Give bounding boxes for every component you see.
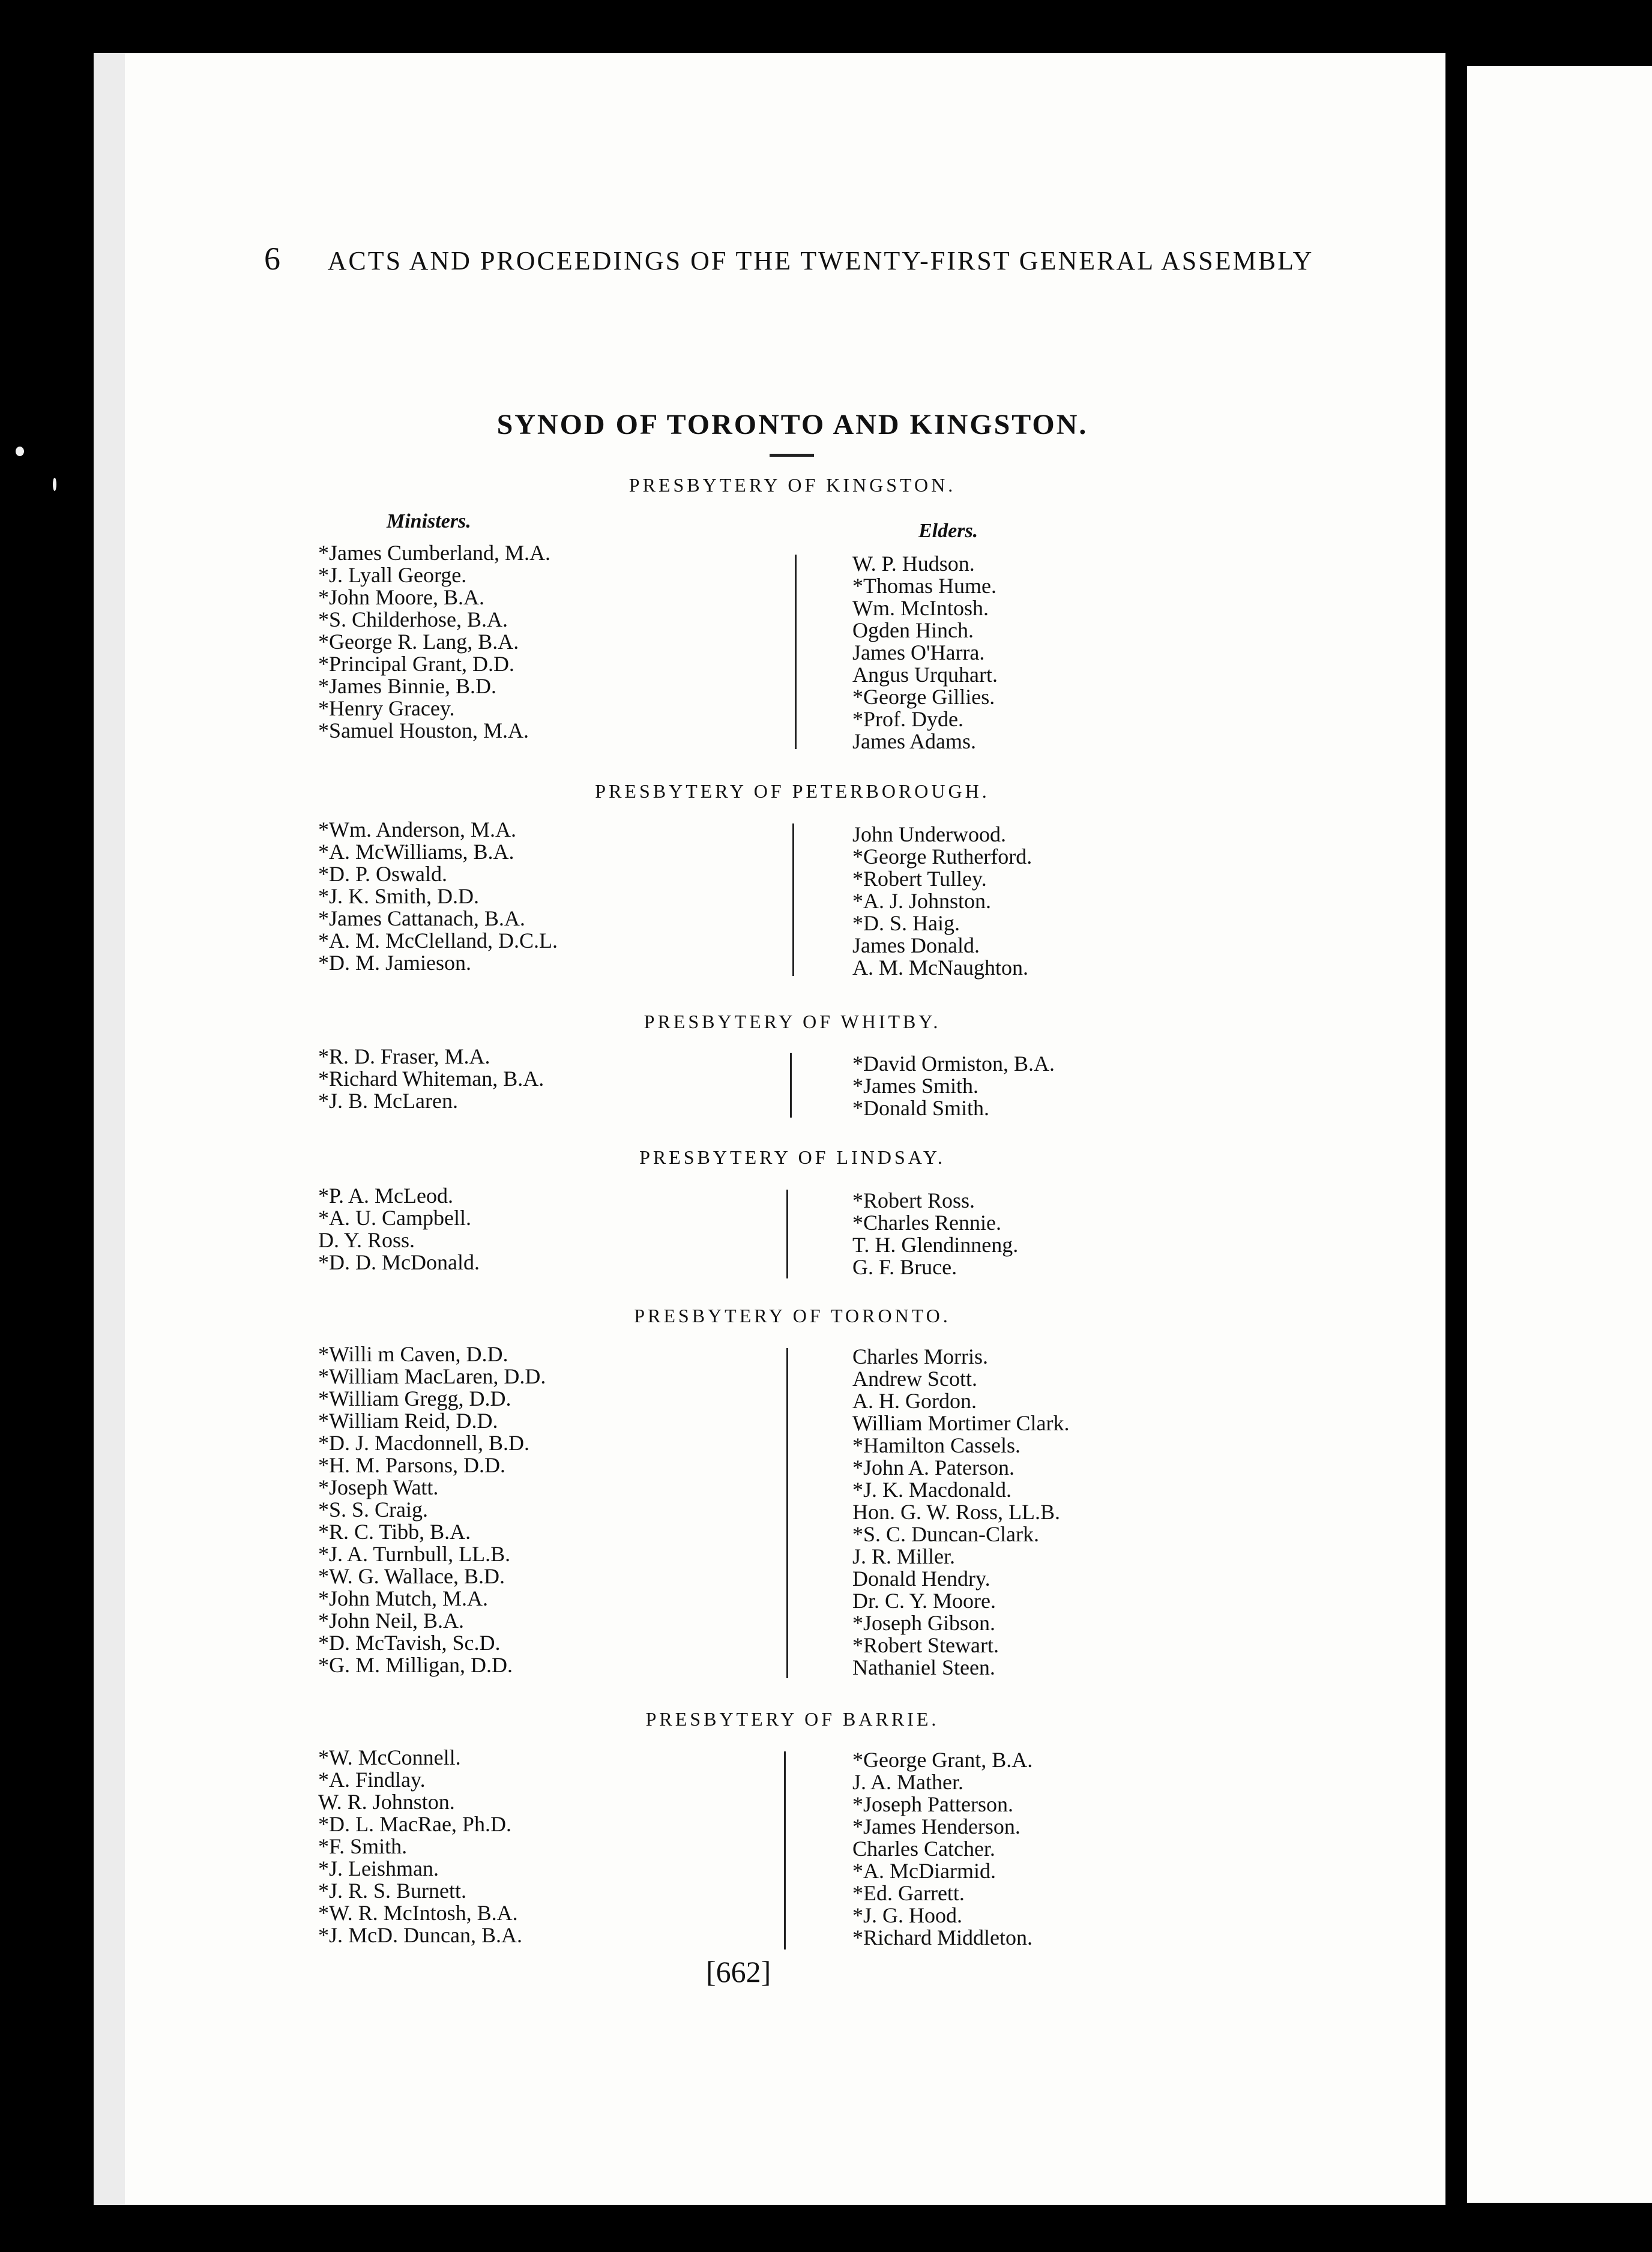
- elder-entry: G. F. Bruce.: [852, 1255, 957, 1279]
- minister-entry: *J. Lyall George.: [318, 563, 467, 587]
- title-rule: [770, 454, 814, 457]
- minister-entry: *S. S. Craig.: [318, 1498, 429, 1522]
- minister-entry: *James Cumberland, M.A.: [318, 541, 550, 565]
- minister-entry: *J. Leishman.: [318, 1856, 439, 1880]
- elder-entry: *Robert Stewart.: [852, 1633, 999, 1657]
- minister-entry: *Samuel Houston, M.A.: [318, 718, 529, 742]
- elder-entry: Charles Morris.: [852, 1344, 988, 1368]
- elders-heading: Elders.: [918, 520, 978, 542]
- elder-entry: John Underwood.: [852, 822, 1006, 846]
- minister-entry: *John Moore, B.A.: [318, 585, 484, 609]
- elder-entry: *S. C. Duncan-Clark.: [852, 1522, 1039, 1546]
- elder-entry: *James Henderson.: [852, 1814, 1020, 1838]
- minister-entry: *Henry Gracey.: [318, 696, 455, 720]
- presbytery-heading-lindsay: PRESBYTERY OF LINDSAY.: [639, 1146, 945, 1168]
- page-reference: [662]: [706, 1955, 771, 1989]
- column-divider: [786, 1348, 788, 1678]
- minister-entry: *George R. Lang, B.A.: [318, 630, 519, 654]
- column-divider: [790, 1053, 792, 1118]
- elder-entry: *James Smith.: [852, 1074, 979, 1098]
- presbytery-heading-toronto: PRESBYTERY OF TORONTO.: [634, 1305, 951, 1326]
- minister-entry: *William Gregg, D.D.: [318, 1386, 511, 1411]
- minister-entry: *D. McTavish, Sc.D.: [318, 1631, 501, 1655]
- whitby-ministers-list: [318, 1046, 544, 1112]
- column-divider: [795, 555, 797, 749]
- minister-entry: *William MacLaren, D.D.: [318, 1364, 546, 1388]
- elder-entry: *Thomas Hume.: [852, 574, 996, 598]
- elder-entry: *Ed. Garrett.: [852, 1881, 965, 1905]
- scan-speck: [16, 447, 24, 456]
- scanned-page: [94, 53, 1446, 2205]
- minister-entry: *W. R. McIntosh, B.A.: [318, 1901, 518, 1925]
- minister-entry: *H. M. Parsons, D.D.: [318, 1453, 506, 1477]
- elder-entry: Nathaniel Steen.: [852, 1655, 995, 1679]
- minister-entry: *Principal Grant, D.D.: [318, 652, 514, 676]
- elder-entry: W. P. Hudson.: [852, 552, 975, 576]
- minister-entry: *William Reid, D.D.: [318, 1409, 498, 1433]
- elder-entry: *Robert Ross.: [852, 1188, 975, 1212]
- elder-entry: *George Grant, B.A.: [852, 1748, 1033, 1772]
- elder-entry: *Richard Middleton.: [852, 1925, 1032, 1949]
- elder-entry: Angus Urquhart.: [852, 663, 998, 687]
- ministers-heading: Ministers.: [387, 510, 471, 532]
- minister-entry: *A. U. Campbell.: [318, 1206, 471, 1230]
- elder-entry: *A. J. Johnston.: [852, 889, 992, 913]
- presbytery-heading-kingston: PRESBYTERY OF KINGSTON.: [629, 474, 956, 496]
- elder-entry: *John A. Paterson.: [852, 1456, 1014, 1480]
- elder-entry: *George Rutherford.: [852, 844, 1032, 869]
- toronto-ministers-list: [318, 1343, 546, 1676]
- elder-entry: William Mortimer Clark.: [852, 1411, 1070, 1435]
- left-scan-margin: [0, 0, 94, 2252]
- elder-entry: Hon. G. W. Ross, LL.B.: [852, 1500, 1061, 1524]
- whitby-elders-list: [852, 1053, 1055, 1119]
- elder-entry: James O'Harra.: [852, 640, 985, 664]
- elder-entry: *J. K. Macdonald.: [852, 1478, 1011, 1502]
- synod-title: SYNOD OF TORONTO AND KINGSTON.: [496, 409, 1088, 441]
- minister-entry: *James Cattanach, B.A.: [318, 906, 525, 930]
- peterborough-ministers-list: [318, 819, 558, 974]
- column-divider: [784, 1751, 786, 1949]
- running-head: [264, 240, 1314, 277]
- presbytery-heading-peterborough: PRESBYTERY OF PETERBOROUGH.: [595, 780, 990, 802]
- minister-entry: *John Mutch, M.A.: [318, 1586, 489, 1610]
- elder-entry: Dr. C. Y. Moore.: [852, 1589, 996, 1613]
- minister-entry: *John Neil, B.A.: [318, 1609, 464, 1633]
- minister-entry: *D. D. McDonald.: [318, 1250, 480, 1274]
- minister-entry: *F. Smith.: [318, 1834, 408, 1858]
- minister-entry: *J. K. Smith, D.D.: [318, 884, 480, 908]
- elder-entry: *Charles Rennie.: [852, 1211, 1001, 1235]
- adjacent-page-sliver: [1467, 66, 1652, 2203]
- minister-entry: *W. McConnell.: [318, 1745, 461, 1769]
- elder-entry: *Donald Smith.: [852, 1096, 990, 1120]
- kingston-ministers-list: [318, 542, 550, 742]
- elder-entry: *Joseph Patterson.: [852, 1792, 1013, 1816]
- elder-entry: T. H. Glendinneng.: [852, 1233, 1019, 1257]
- minister-entry: *James Binnie, B.D.: [318, 674, 496, 698]
- scan-speck: [53, 478, 56, 491]
- elder-entry: *D. S. Haig.: [852, 911, 960, 935]
- elder-entry: *Prof. Dyde.: [852, 707, 963, 731]
- lindsay-ministers-list: [318, 1185, 480, 1274]
- elder-entry: A. H. Gordon.: [852, 1389, 977, 1413]
- minister-entry: *J. B. McLaren.: [318, 1089, 458, 1113]
- book-gutter: [1446, 0, 1467, 2252]
- elder-entry: James Adams.: [852, 729, 976, 753]
- barrie-ministers-list: [318, 1747, 522, 1946]
- peterborough-elders-list: [852, 823, 1032, 979]
- minister-entry: *Joseph Watt.: [318, 1475, 439, 1499]
- minister-entry: *D. M. Jamieson.: [318, 951, 471, 975]
- minister-entry: *J. McD. Duncan, B.A.: [318, 1923, 522, 1947]
- presbytery-heading-whitby: PRESBYTERY OF WHITBY.: [644, 1011, 941, 1032]
- minister-entry: *R. C. Tibb, B.A.: [318, 1520, 471, 1544]
- minister-entry: *Wm. Anderson, M.A.: [318, 817, 516, 841]
- elder-entry: *Robert Tulley.: [852, 867, 987, 891]
- minister-entry: *A. McWilliams, B.A.: [318, 840, 514, 864]
- running-title: ACTS AND PROCEEDINGS OF THE TWENTY-FIRST GENERAL ASSEMBLY: [327, 246, 1314, 275]
- minister-entry: *D. L. MacRae, Ph.D.: [318, 1812, 511, 1836]
- minister-entry: *G. M. Milligan, D.D.: [318, 1653, 513, 1677]
- minister-entry: *P. A. McLeod.: [318, 1184, 453, 1208]
- elder-entry: *A. McDiarmid.: [852, 1859, 996, 1883]
- elder-entry: *David Ormiston, B.A.: [852, 1052, 1055, 1076]
- page-number: 6: [264, 241, 282, 277]
- minister-entry: *S. Childerhose, B.A.: [318, 607, 508, 631]
- toronto-elders-list: [852, 1346, 1069, 1679]
- minister-entry: *J. R. S. Burnett.: [318, 1879, 467, 1903]
- minister-entry: *D. P. Oswald.: [318, 862, 448, 886]
- elder-entry: J. R. Miller.: [852, 1544, 956, 1568]
- barrie-elders-list: [852, 1749, 1032, 1949]
- minister-entry: *A. M. McClelland, D.C.L.: [318, 929, 558, 953]
- elder-entry: Charles Catcher.: [852, 1837, 995, 1861]
- elder-entry: Donald Hendry.: [852, 1567, 990, 1591]
- minister-entry: *A. Findlay.: [318, 1768, 426, 1792]
- elder-entry: *George Gillies.: [852, 685, 995, 709]
- elder-entry: Ogden Hinch.: [852, 618, 974, 642]
- elder-entry: Andrew Scott.: [852, 1367, 977, 1391]
- elder-entry: *J. G. Hood.: [852, 1903, 963, 1927]
- lindsay-elders-list: [852, 1190, 1018, 1278]
- minister-entry: W. R. Johnston.: [318, 1790, 455, 1814]
- elder-entry: J. A. Mather.: [852, 1770, 963, 1794]
- elder-entry: Wm. McIntosh.: [852, 596, 989, 620]
- elder-entry: *Joseph Gibson.: [852, 1611, 996, 1635]
- minister-entry: D. Y. Ross.: [318, 1228, 415, 1252]
- elder-entry: James Donald.: [852, 933, 980, 957]
- minister-entry: *Richard Whiteman, B.A.: [318, 1067, 544, 1091]
- kingston-elders-list: [852, 553, 998, 753]
- minister-entry: *W. G. Wallace, B.D.: [318, 1564, 505, 1588]
- column-divider: [786, 1190, 788, 1278]
- minister-entry: *D. J. Macdonnell, B.D.: [318, 1431, 529, 1455]
- page-fold-shadow: [94, 53, 125, 2205]
- minister-entry: *R. D. Fraser, M.A.: [318, 1044, 490, 1068]
- elder-entry: *Hamilton Cassels.: [852, 1433, 1020, 1457]
- presbytery-heading-barrie: PRESBYTERY OF BARRIE.: [645, 1708, 939, 1730]
- minister-entry: *J. A. Turnbull, LL.B.: [318, 1542, 511, 1566]
- column-divider: [792, 823, 794, 976]
- elder-entry: A. M. McNaughton.: [852, 956, 1028, 980]
- minister-entry: *Willi m Caven, D.D.: [318, 1342, 508, 1366]
